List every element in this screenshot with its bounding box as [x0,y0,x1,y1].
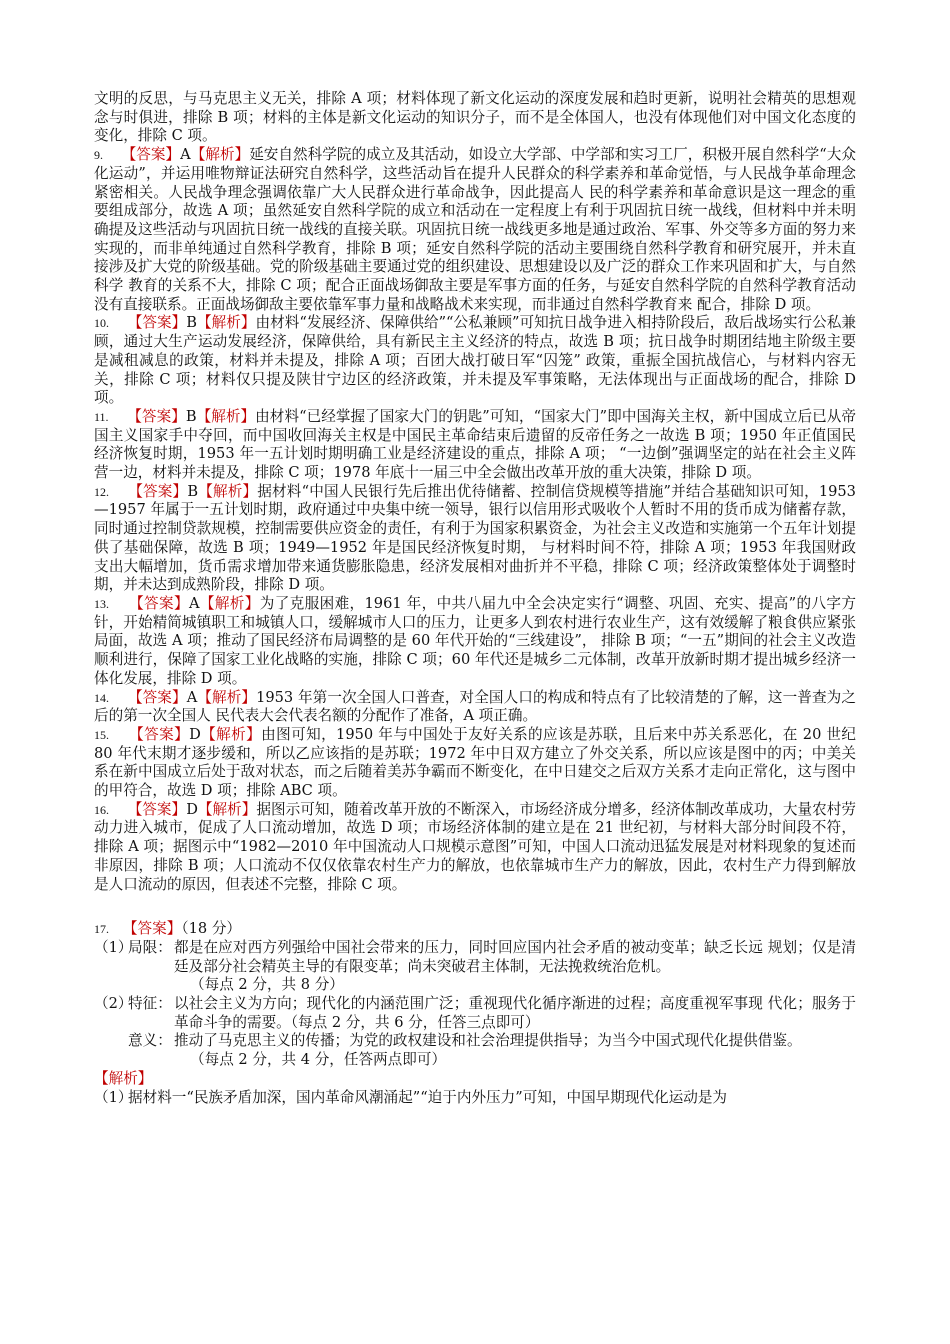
part-label: （1） [94,938,133,956]
answer-tag: 【答案】 [127,688,187,706]
item-number: 9. [94,148,103,163]
intro-paragraph: 文明的反思，与马克思主义无关，排除 A 项；材料体现了新文化运动的深度发展和趋时更新，说明社会精英的思想观念与时俱进，排除 B 项；材料的主体是新文化运动的知识分子，而不是全体国人，也没有体现他们对中国文化态度的变化，排除 C 项。 [94,90,856,145]
part-key: 特征： [128,995,172,1013]
answer-tag: 【答案】 [127,314,187,332]
part-text: 以社会主义为方向；现代化的内涵范围广泛；重视现代化循序渐进的过程；高度重视军事现 代化；服务于革命斗争的需要。（每点 2 分，共 6 分，任答三点即可） [174,995,856,1031]
answer-tag: 【答案】 [129,725,190,743]
answer-item-9 [94,146,856,314]
answer-tag: 【答案】 [127,800,187,818]
item-number: 14. [94,690,109,705]
answer-tag: 【答案】 [128,482,188,500]
answer-item-13 [94,595,856,689]
answer-choice: A [180,146,191,164]
answer-choice: B [187,482,199,500]
answer-item-15 [94,726,856,801]
item-number: 13. [94,596,109,611]
q17-part-1 [94,939,856,976]
part-text: 据材料一“民族矛盾加深，国内革命风潮涌起”“迫于内外压力”可知，中国早期现代化运动是为 [128,1088,728,1106]
analysis-text: 延安自然科学院的成立及其活动，如设立大学部、中学部和实习工厂，积极开展自然科学“大众化运动”，并运用唯物辩证法研究自然科学，这些活动旨在提升人民群众的科学素养和革命觉悟，与人民战争革命理念紧密相关。人民战争理念强调依靠广大人民群众进行革命战争，因此提高人 民的科学素养和革命意识是这一理念的重要组成部分，故选 A 项；虽然延安自然科学院的成立和活动在一定程度上有利于巩固抗日统一战线，但材料中并未明确提及这些活动与巩固抗日统一战线的直接关联。巩固抗日统一战线更多地是通过政治、军事、外交等多方面的努力来实现的，而非单纯通过自然科学教育，排除 B 项；延安自然科学院的活动主要围绕自然科学教育和研究展开，并未直接涉及扩大党的阶级基础。党的阶级基础主要通过党的组织建设、思想建设以及广泛的群众工作来巩固和扩大，与自然科学 教育的关系不大，排除 C 项；配合正面战场御敌主要是军事方面的任务，与延安自然科学院的自然科学教育活动没有直接联系。正面战场御敌主要依靠军事力量和战略战术来实现，而非通过自然科学教育来 配合，排除 D 项。 [94,146,856,313]
analysis-text: 由材料“发展经济、保障供给”“公私兼顾”可知抗日战争进入相持阶段后，敌后战场实行公私兼顾，通过大生产运动发展经济，保障供给，具有新民主主义经济的特点，故选 B 项；抗日战争时期团结地主阶级主要是减租减息的政策，材料并未提及，排除 A 项；百团大战打破日军“囚笼” 政策，重振全国抗战信心，与材料内容无关，排除 C 项；材料仅只提及陕甘宁边区的经济政策，并未提及军事策略，无法体现出与正面战场的配合，排除 D 项。 [94,314,856,407]
answer-list [94,146,856,894]
analysis-heading: 【解析】 [94,1069,153,1087]
answer-tag: 【答案】 [127,407,186,425]
answer-item-14 [94,689,856,726]
analysis-text: 由材料“已经掌握了国家大门的钥匙”可知，“国家大门”即中国海关主权，新中国成立后已从帝国主义国家手中夺回，而中国收回海关主权是中国民主革命结束后遗留的反帝任务之一故选 B 项；1950 年正值国民经济恢复时期，1953 年一五计划时期明确工业是经济建设的重点，排除 A 项； “一边倒”强调坚定的站在社会主义阵营一边，材料并未提及，排除 C 项；1978 年底十一届三中全会做出改革开放的重大决策，排除 D 项。 [94,407,856,482]
answer-choice: D [189,725,201,743]
item-number: 11. [94,409,109,424]
analysis-tag: 【解析】 [196,407,256,425]
answer-choice: A [188,594,200,612]
part-label: （2） [94,995,133,1013]
analysis-tag: 【解析】 [197,800,257,818]
item-number: 10. [94,316,109,331]
q17-part-2 [94,995,856,1032]
analysis-text: 据图示可知，随着改革开放的不断深入，市场经济成分增多，经济体制改革成功，大量农村劳动力进入城市，促成了人口流动增加，故选 D 项；市场经济体制的建立是在 21 世纪初，与材料大部分时间段不符，排除 A 项；据图示中“1982—2010 年中国流动人口规模示意图”可知，中国人口流动迅猛发展是对材料现象的复述而非原因，排除 B 项；人口流动不仅仅依靠农村生产力的解放，也依靠城市生产力的解放，因此，农村生产力得到解放是人口流动的原因，但表述不完整，排除 C 项。 [94,800,856,893]
analysis-text: 为了克服困难，1961 年，中共八届九中全会决定实行“调整、巩固、充实、提高”的八字方针，开始精简城镇职工和城镇人口，缓解城市人口的压力，让更多人到农村进行农业生产，这有效缓解了粮食供应紧张局面，故选 A 项；推动了国民经济布局调整的是 60 年代开始的“三线建设”， 排除 B 项；“一五”期间的社会主义改造顺利进行，保障了国家工业化战略的实施，排除 C 项；60 年代还是城乡二元体制，改革开放新时期才提出城乡经济一体化发展，排除 D 项。 [94,594,856,687]
q17-score: （18 分） [181,920,242,938]
part-2-score: （每点 2 分，共 4 分，任答两点即可） [190,1051,447,1069]
answer-tag: 【答案】 [121,146,181,164]
item-number: 17. [94,922,109,937]
q17-header [94,920,856,939]
q17-analysis-1 [94,1089,856,1108]
analysis-tag: 【解析】 [197,688,257,706]
analysis-text: 据材料“中国人民银行先后推出优待储蓄、控制信贷规模等措施”并结合基础知识可知，1953—1957 年属于一五计划时期，政府通过中央集中统一领导，银行以信用形式吸收个人暂时不用的货币成为储蓄存款，同时通过控制贷款规模，控制需要供应资金的责任，有利于为国家积累资金，为社会主义改造和实施第一个五年计划提供了基础保障，故选 B 项；1949—1952 年是国民经济恢复时期， 与材料时间不符，排除 A 项；1953 年我国财政支出大幅增加，货币需求增加带来通货膨胀隐患，经济发展相对曲折并不平稳，排除 C 项；经济政策整体处于调整时期，并未达到成熟阶段，排除 D 项。 [94,482,856,594]
part-text: 都是在应对西方列强给中国社会带来的压力，同时回应国内社会矛盾的被动变革；缺乏长远 规划；仅是清廷及部分社会精英主导的有限变革；尚未突破君主体制，无法挽救统治危机。 [174,938,856,975]
part-label: （1） [94,1088,133,1106]
answer-choice: A [186,688,198,706]
item-number: 15. [94,727,109,742]
answer-choice: B [186,314,197,332]
question-17 [94,920,856,1107]
item-number: 12. [94,484,109,499]
answer-tag: 【答案】 [122,920,182,938]
part-1-score: （每点 2 分，共 8 分） [190,976,344,994]
spacer [94,894,856,920]
analysis-tag: 【解析】 [196,314,256,332]
answer-choice: D [186,800,198,818]
analysis-text: 1953 年第一次全国人口普查，对全国人口的构成和特点有了比较清楚的了解，这一普查为之后的第一次全国人 民代表大会代表名额的分配作了准备，A 项正确。 [94,688,856,725]
answer-tag: 【答案】 [129,594,189,612]
answer-item-16 [94,801,856,895]
answer-choice: B [185,407,197,425]
part-key: 局限： [128,938,172,956]
analysis-tag: 【解析】 [190,146,250,164]
analysis-tag: 【解析】 [200,725,262,743]
analysis-text: 由图可知，1950 年与中国处于友好关系的应该是苏联，且后来中苏关系恶化，在 20 世纪 80 年代末期才逐步缓和，所以乙应该指的是苏联；1972 年中日双方建立了外交关系，所以应该是图中的丙；中美关系在新中国成立后处于敌对状态，而之后随着美苏争霸而不断变化，在中日建交之后双方关系才走向正常化，这与图中的甲符合，故选 D 项；排除 ABC 项。 [94,725,856,800]
answer-item-11 [94,408,856,483]
analysis-tag: 【解析】 [199,594,260,612]
part-key: 意义： [128,1032,172,1050]
part-text: 推动了马克思主义的传播；为党的政权建设和社会治理提供指导；为当今中国式现代化提供借鉴。 [174,1032,802,1050]
item-number: 16. [94,802,109,817]
answer-item-12 [94,483,856,595]
q17-part-2-significance [128,1032,856,1051]
answer-item-10 [94,314,856,408]
analysis-tag: 【解析】 [198,482,258,500]
